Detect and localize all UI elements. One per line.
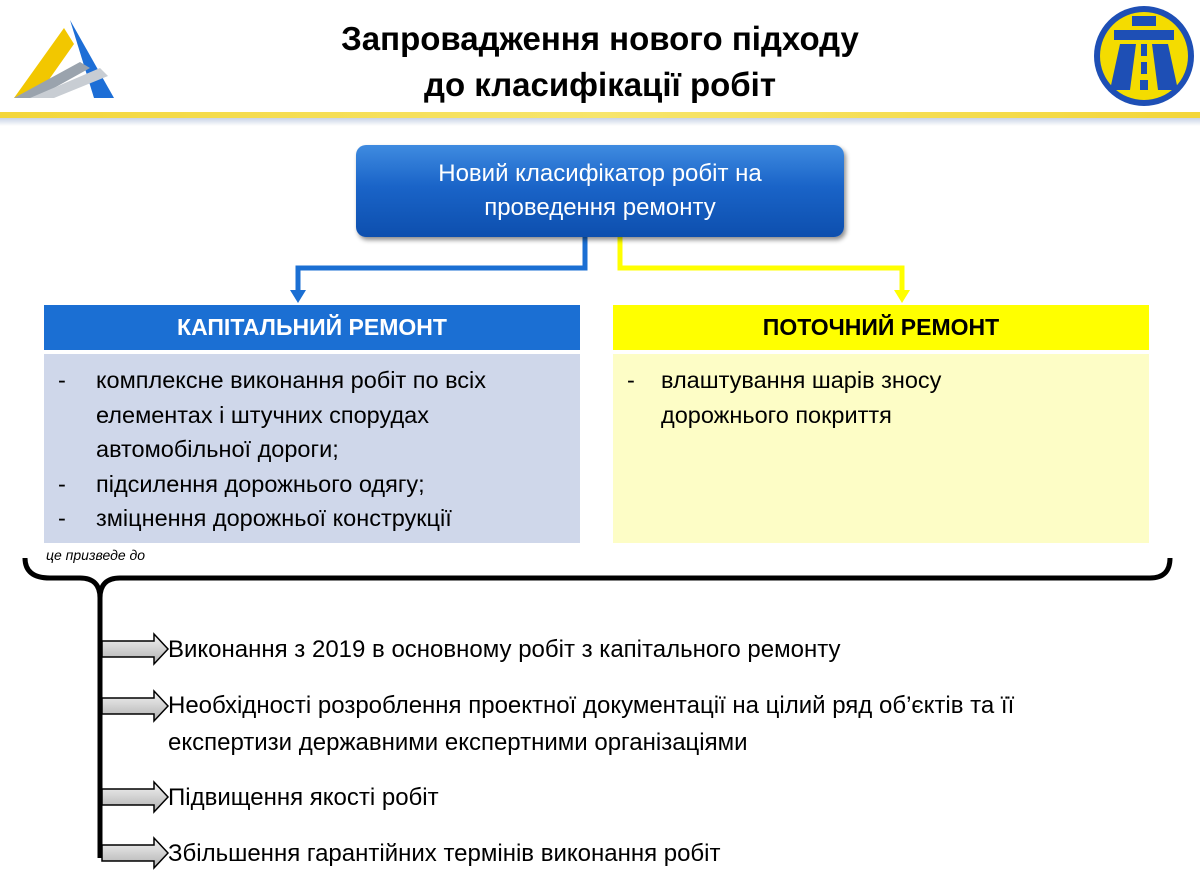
- list-dash: -: [58, 367, 66, 393]
- capital-repair-body: [44, 354, 580, 543]
- list-item: [613, 363, 1149, 432]
- list-item-line: елементах і штучних спорудах: [96, 401, 429, 428]
- result-item-4: [168, 835, 721, 872]
- list-item-line: комплексне виконання робіт по всіх: [96, 367, 487, 393]
- current-repair-body: [613, 354, 1149, 543]
- result-line: Виконання з 2019 в основному робіт з капітального ремонту: [168, 636, 841, 663]
- result-line: Необхідності розроблення проектної документації на цілий ряд об’єктів та її: [168, 692, 1015, 719]
- list-dash: -: [58, 470, 66, 497]
- list-item-line: влаштування шарів зносу: [661, 367, 942, 393]
- list-item: [44, 501, 580, 536]
- list-dash: -: [627, 367, 635, 393]
- result-arrow-1: [102, 634, 168, 664]
- yellow-connector: [620, 237, 902, 292]
- list-item: [44, 363, 580, 467]
- classifier-line-2: проведення ремонту: [484, 194, 716, 221]
- title-line-2: до класифікації робіт: [424, 66, 776, 103]
- result-line: експертизи державними експертними організаціями: [168, 729, 748, 756]
- list-item: [44, 467, 580, 502]
- list-item-line: підсилення дорожнього одягу;: [96, 470, 425, 497]
- classifier-box: [356, 145, 844, 237]
- result-item-3: [168, 779, 439, 816]
- result-item-1: [168, 631, 840, 668]
- result-arrow-2: [102, 691, 168, 721]
- title-line-1: Запровадження нового підходу: [341, 20, 859, 57]
- list-dash: -: [58, 505, 66, 531]
- list-item-line: автомобільної дороги;: [96, 436, 339, 462]
- list-item-line: зміцнення дорожньої конструкції: [96, 505, 452, 531]
- blue-connector: [298, 237, 585, 292]
- result-line: Підвищення якості робіт: [168, 784, 439, 811]
- current-repair-header: ПОТОЧНИЙ РЕМОНТ: [613, 305, 1149, 350]
- result-item-2: [168, 687, 1014, 761]
- current-repair-list: [613, 354, 1149, 432]
- consequence-note: це призведе до: [46, 547, 146, 563]
- result-arrow-3: [102, 782, 168, 812]
- classifier-line-1: Новий класифікатор робіт на: [438, 160, 762, 187]
- yellow-arrowhead: [894, 290, 910, 303]
- blue-arrowhead: [290, 290, 306, 303]
- list-item-line: дорожнього покриття: [661, 401, 892, 428]
- result-line: Збільшення гарантійних термінів виконання робіт: [168, 840, 721, 867]
- capital-repair-header: КАПІТАЛЬНИЙ РЕМОНТ: [44, 305, 580, 350]
- capital-repair-list: [44, 354, 580, 536]
- result-arrow-4: [102, 838, 168, 868]
